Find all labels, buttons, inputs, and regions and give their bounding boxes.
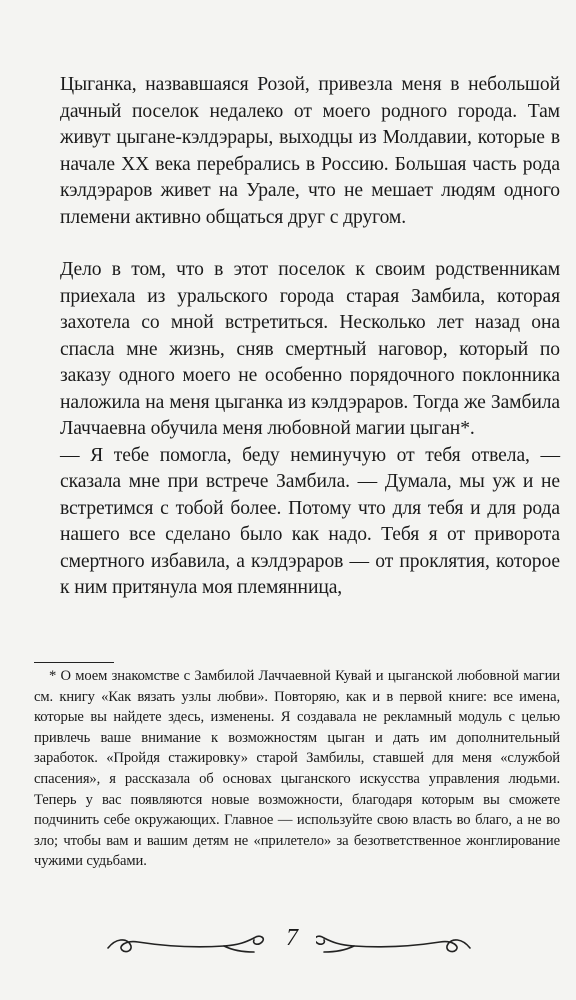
- paragraph-1: Цыганка, назвавшаяся Розой, привезла меня в небольшой дачный поселок недалеко от моего родного города. Там живут цыгане-кэлдэрары, выходцы из Молдавии, которые в начале XX века перебрались в Россию. Большая часть рода кэлдэраров живет на Урале, что не мешает людям одного племени активно общаться друг с другом.: [60, 74, 560, 228]
- paragraph-3: — Я тебе помогла, беду неминучую от тебя отвела, — сказала мне при встрече Замбила. — Думала, мы уж и не встретимся с тобой более. Потому что для тебя и для рода нашего все сделано было как надо. Тебя я от приворота смертного избавила, а кэлдэраров — от проклятия, которое к ним притянула моя племянница,: [60, 444, 560, 598]
- footnote: [34, 666, 560, 872]
- footnote-divider: [34, 662, 114, 663]
- page-number: 7: [268, 925, 316, 952]
- footnote-text: * О моем знакомстве с Замбилой Лаччаевной Кувай и цыганской любовной магии см. книгу «Как вязать узлы любви». Повторяю, как и в первой книге: все имена, которые вы найдете здесь, изменены. Я создавала не рекламный модуль с целью привлечь ваше внимание к возможностям цыган и дать им дополнительный заработок. «Пройдя стажировку» старой Замбилы, ставшей для меня «службой спасения», я рассказала об основах цыганского искусства управления людьми. Теперь у вас появляются новые возможности, благодаря которым вы сможете подчинить себе окружающих. Главное — используйте свою власть во благо, а не во зло; чтобы вам и вашим детям не «прилетело» за безответственное жонглирование чужими судьбами.: [34, 668, 560, 870]
- main-text-block: [60, 72, 560, 602]
- paragraph-2: Дело в том, что в этот поселок к своим родственникам приехала из уральского города старая Замбила, которая захотела со мной встретиться. Несколько лет назад она спасла мне жизнь, сняв смертный наговор, который по заказу одного моего не особенно порядочного поклонника наложила на меня цыганка из кэлдэраров. Тогда же Замбила Лаччаевна обучила меня любовной магии цыган*.: [60, 259, 560, 439]
